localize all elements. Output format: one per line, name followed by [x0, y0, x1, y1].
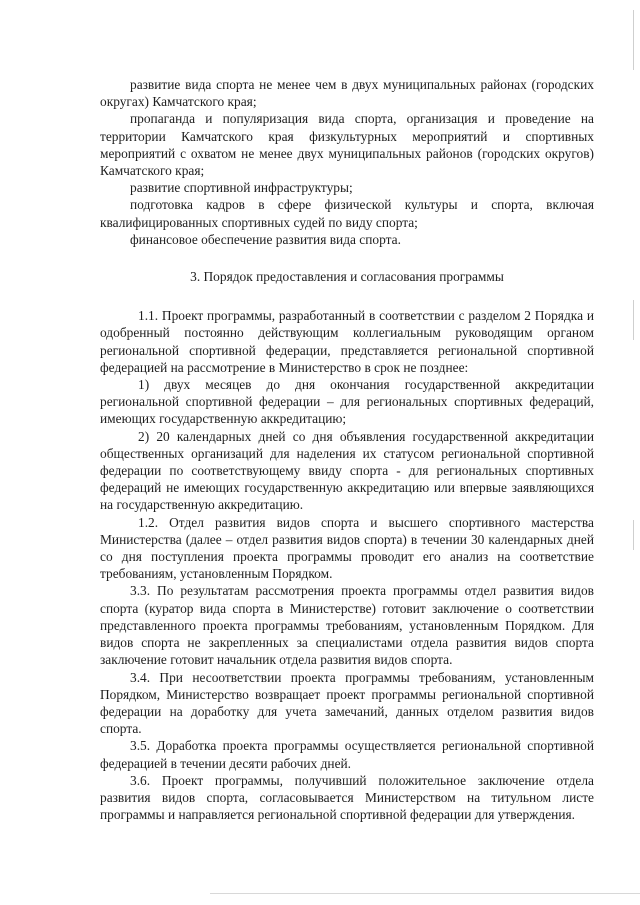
- paragraph-3-4: 3.4. При несоответствии проекта программы требованиям, установленным Порядком, Министерство возвращает проект программы региональной спортивной федерации на доработку для учета замечаний, данных отделом развития видов спорта.: [100, 669, 594, 737]
- paragraph-1-1: 1.1. Проект программы, разработанный в соответствии с разделом 2 Порядка и одобренный постоянно действующим коллегиальным руководящим органом региональной спортивной федерации, представляется региональной спортивной федерацией на рассмотрение в Министерство в срок не позднее:: [100, 308, 594, 375]
- scan-edge-mark: [633, 10, 634, 70]
- paragraph-item-1: 1) двух месяцев до дня окончания государственной аккредитации региональной спортивной федерации – для региональных спортивных федераций, имеющих государственную аккредитацию;: [100, 377, 594, 427]
- paragraph-1-2: 1.2. Отдел развития видов спорта и высшего спортивного мастерства Министерства (далее – отдел развития видов спорта) в течении 30 календарных дней со дня поступления проекта программы проводит его анализ на соответствие требованиям, установленным Порядком.: [100, 514, 594, 582]
- paragraph-infrastructure: развитие спортивной инфраструктуры;: [130, 180, 353, 196]
- section-heading: 3. Порядок предоставления и согласования программы: [190, 269, 504, 285]
- paragraph-propaganda: пропаганда и популяризация вида спорта, организация и проведение на территории Камчатского края физкультурных мероприятий и спортивных мероприятий с охватом не менее двух муниципальных районов (городских округов) Камчатского края;: [100, 111, 594, 179]
- paragraph-3-5: 3.5. Доработка проекта программы осуществляется региональной спортивной федерацией в течении десяти рабочих дней.: [100, 738, 594, 771]
- scan-edge-mark: [633, 300, 634, 340]
- document-body: [100, 76, 594, 823]
- paragraph-3-3: 3.3. По результатам рассмотрения проекта программы отдел развития видов спорта (куратор вида спорта в Министерстве) готовит заключение о соответствии представленного проекта программы требованиям, установленным Порядком. Для видов спорта не закрепленных за специалистами отдела развития видов спорта заключение готовит начальник отдела развития видов спорта.: [100, 583, 594, 668]
- paragraph-staff-training: подготовка кадров в сфере физической культуры и спорта, включая квалифицированных спортивных судей по виду спорта;: [100, 197, 594, 230]
- paragraph-item-2: 2) 20 календарных дней со дня объявления государственной аккредитации общественных организаций для наделения их статусом региональной спортивной федерации по соответствующему ввиду спорта - для региональных спортивных федераций не имеющих государственную аккредитацию или впервые заявляющихся на государственную аккредитацию.: [100, 428, 594, 513]
- paragraph-district-development: развитие вида спорта не менее чем в двух муниципальных районах (городских округах) Камчатского края;: [100, 77, 594, 110]
- scan-edge-mark: [633, 520, 634, 550]
- paragraph-financing: финансовое обеспечение развития вида спорта.: [130, 231, 401, 247]
- scan-bottom-line: [210, 893, 640, 894]
- paragraph-3-6: 3.6. Проект программы, получивший положительное заключение отдела развития видов спорта, согласовывается Министерством на титульном листе программы и направляется региональной спортивной федерации для утверждения.: [100, 772, 594, 823]
